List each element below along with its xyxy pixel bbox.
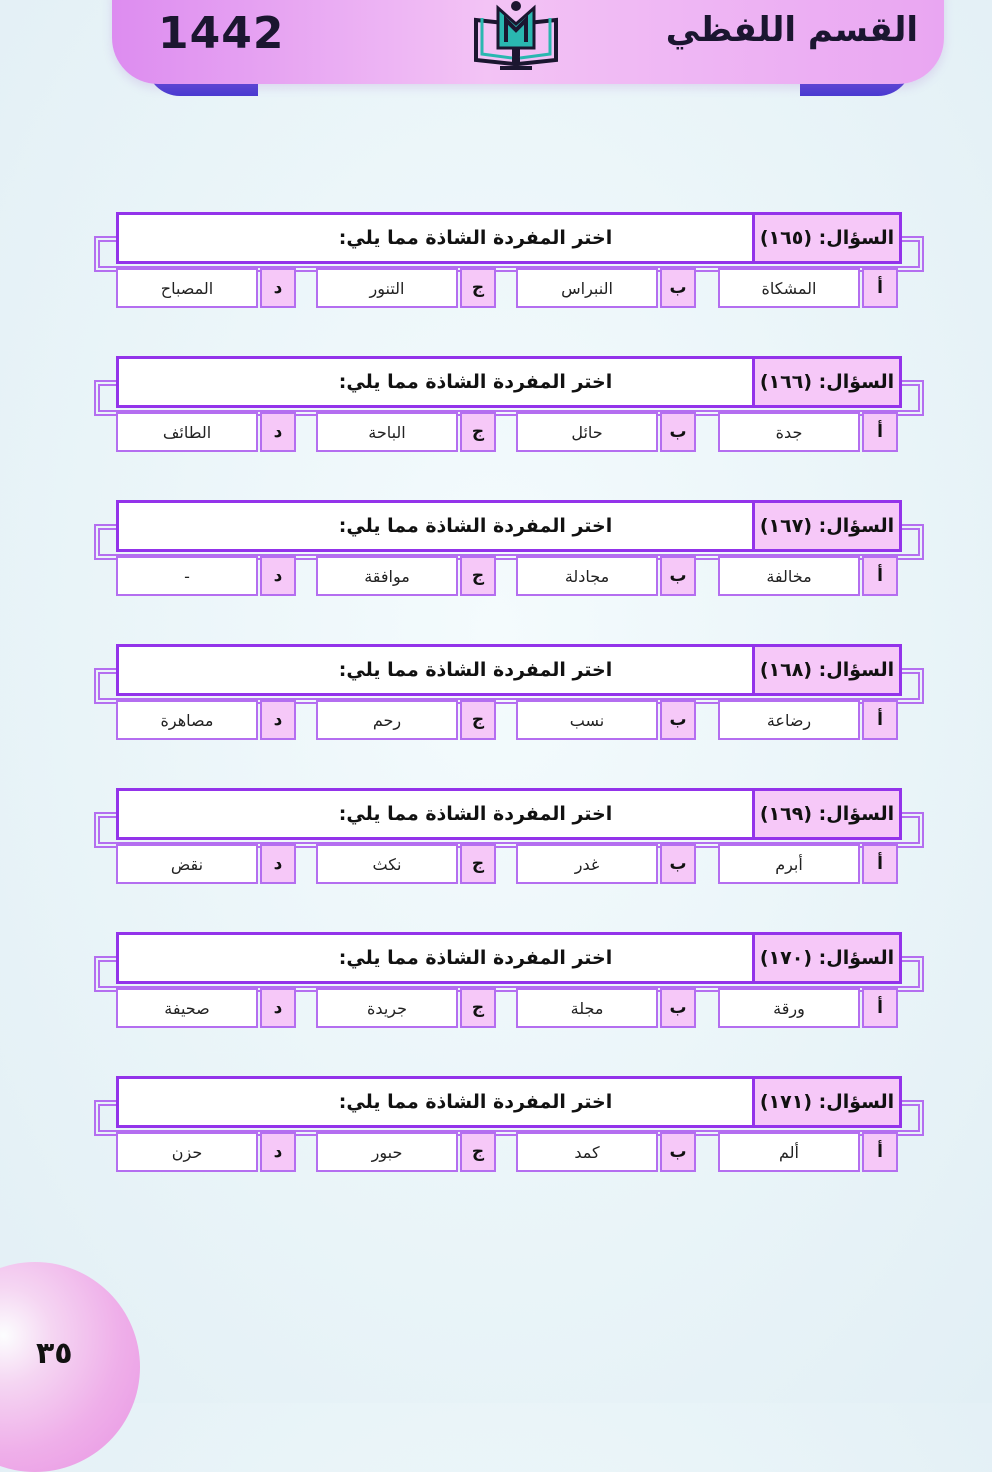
answer-option[interactable] (718, 700, 898, 740)
options-row (116, 556, 902, 598)
option-letter: أ (862, 268, 898, 308)
question-header (116, 1076, 902, 1128)
question-number-label: السؤال: (١٧١) (752, 1079, 899, 1125)
option-letter: د (260, 412, 296, 452)
option-text: كمد (516, 1132, 658, 1172)
option-letter: د (260, 1132, 296, 1172)
answer-option[interactable] (316, 268, 496, 308)
answer-option[interactable] (516, 844, 696, 884)
option-text: مخالفة (718, 556, 860, 596)
option-text: الطائف (116, 412, 258, 452)
option-text: جريدة (316, 988, 458, 1028)
answer-option[interactable] (316, 1132, 496, 1172)
question-block (94, 1076, 924, 1176)
question-number-label: السؤال: (١٦٨) (752, 647, 899, 693)
year-label: 1442 (158, 8, 285, 59)
answer-option[interactable] (116, 844, 296, 884)
answer-option[interactable] (116, 700, 296, 740)
option-text: ورقة (718, 988, 860, 1028)
option-letter: أ (862, 844, 898, 884)
option-text: حزن (116, 1132, 258, 1172)
question-stem: اختر المفردة الشاذة مما يلي: (338, 947, 613, 969)
answer-option[interactable] (516, 1132, 696, 1172)
option-text: حبور (316, 1132, 458, 1172)
question-stem: اختر المفردة الشاذة مما يلي: (338, 803, 613, 825)
answer-option[interactable] (316, 700, 496, 740)
option-letter: أ (862, 1132, 898, 1172)
question-stem: اختر المفردة الشاذة مما يلي: (338, 227, 613, 249)
question-header (116, 788, 902, 840)
page-header (112, 0, 944, 84)
answer-option[interactable] (516, 412, 696, 452)
option-text: - (116, 556, 258, 596)
question-block (94, 644, 924, 744)
option-text: حائل (516, 412, 658, 452)
answer-option[interactable] (516, 988, 696, 1028)
section-title: القسم اللفظي (665, 10, 918, 50)
question-stem: اختر المفردة الشاذة مما يلي: (338, 1091, 613, 1113)
option-letter: أ (862, 700, 898, 740)
answer-option[interactable] (718, 1132, 898, 1172)
question-header (116, 644, 902, 696)
question-block (94, 788, 924, 888)
question-number-label: السؤال: (١٦٧) (752, 503, 899, 549)
option-letter: ج (460, 844, 496, 884)
question-stem: اختر المفردة الشاذة مما يلي: (338, 659, 613, 681)
option-text: رحم (316, 700, 458, 740)
answer-option[interactable] (116, 1132, 296, 1172)
answer-option[interactable] (316, 412, 496, 452)
option-letter: ب (660, 988, 696, 1028)
answer-option[interactable] (718, 268, 898, 308)
option-text: نكث (316, 844, 458, 884)
question-header (116, 212, 902, 264)
option-letter: ب (660, 1132, 696, 1172)
answer-option[interactable] (116, 556, 296, 596)
option-text: صحيفة (116, 988, 258, 1028)
option-text: موافقة (316, 556, 458, 596)
options-row (116, 700, 902, 742)
answer-option[interactable] (718, 844, 898, 884)
option-letter: ج (460, 556, 496, 596)
option-text: مصاهرة (116, 700, 258, 740)
question-block (94, 500, 924, 600)
question-block (94, 212, 924, 312)
option-letter: ج (460, 988, 496, 1028)
option-text: ألم (718, 1132, 860, 1172)
option-text: رضاعة (718, 700, 860, 740)
option-text: مجادلة (516, 556, 658, 596)
question-block (94, 356, 924, 456)
question-number-label: السؤال: (١٦٥) (752, 215, 899, 261)
option-text: غدر (516, 844, 658, 884)
option-letter: أ (862, 556, 898, 596)
option-letter: ب (660, 556, 696, 596)
option-text: المصباح (116, 268, 258, 308)
option-text: النبراس (516, 268, 658, 308)
question-block (94, 932, 924, 1032)
options-row (116, 1132, 902, 1174)
option-letter: ب (660, 700, 696, 740)
option-letter: د (260, 556, 296, 596)
option-text: أبرم (718, 844, 860, 884)
answer-option[interactable] (316, 988, 496, 1028)
answer-option[interactable] (316, 844, 496, 884)
options-row (116, 844, 902, 886)
answer-option[interactable] (718, 988, 898, 1028)
option-letter: ج (460, 412, 496, 452)
question-stem: اختر المفردة الشاذة مما يلي: (338, 515, 613, 537)
answer-option[interactable] (516, 700, 696, 740)
answer-option[interactable] (116, 412, 296, 452)
option-letter: د (260, 988, 296, 1028)
option-letter: ب (660, 268, 696, 308)
question-header (116, 356, 902, 408)
option-letter: د (260, 268, 296, 308)
answer-option[interactable] (718, 412, 898, 452)
answer-option[interactable] (516, 556, 696, 596)
option-letter: ج (460, 1132, 496, 1172)
question-stem: اختر المفردة الشاذة مما يلي: (338, 371, 613, 393)
question-header (116, 932, 902, 984)
option-text: المشكاة (718, 268, 860, 308)
open-book-m-logo-icon (470, 0, 562, 72)
option-letter: ج (460, 700, 496, 740)
option-letter: ب (660, 844, 696, 884)
options-row (116, 268, 902, 310)
answer-option[interactable] (516, 268, 696, 308)
option-text: نقض (116, 844, 258, 884)
option-letter: د (260, 700, 296, 740)
option-letter: أ (862, 988, 898, 1028)
answer-option[interactable] (718, 556, 898, 596)
option-letter: أ (862, 412, 898, 452)
option-letter: د (260, 844, 296, 884)
question-number-label: السؤال: (١٦٩) (752, 791, 899, 837)
question-header (116, 500, 902, 552)
answer-option[interactable] (116, 988, 296, 1028)
options-row (116, 412, 902, 454)
answer-option[interactable] (316, 556, 496, 596)
option-text: مجلة (516, 988, 658, 1028)
question-number-label: السؤال: (١٧٠) (752, 935, 899, 981)
page-number: ٣٥ (36, 1336, 73, 1371)
question-number-label: السؤال: (١٦٦) (752, 359, 899, 405)
option-letter: ب (660, 412, 696, 452)
option-text: الباحة (316, 412, 458, 452)
option-letter: ج (460, 268, 496, 308)
answer-option[interactable] (116, 268, 296, 308)
options-row (116, 988, 902, 1030)
option-text: نسب (516, 700, 658, 740)
option-text: التنور (316, 268, 458, 308)
option-text: جدة (718, 412, 860, 452)
